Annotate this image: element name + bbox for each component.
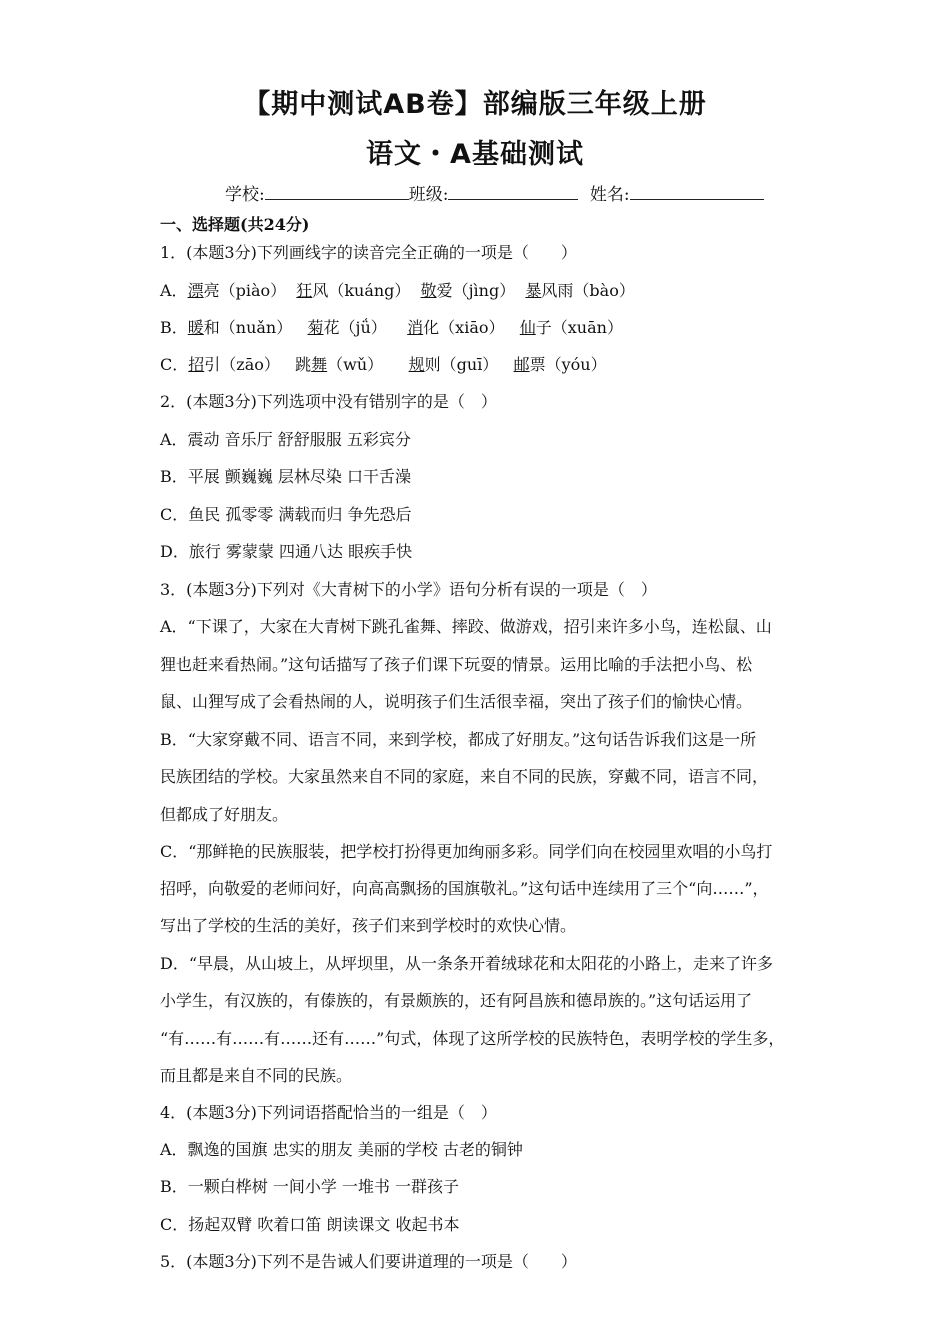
q1-option-c: C．招引（zāo） 跳舞（wǔ） 规则（guī） 邮票（yóu） — [160, 355, 607, 374]
q3-text-line: 狸也赶来看热闹。”这句话描写了孩子们课下玩耍的情景。运用比喻的手法把小鸟、松 — [160, 655, 753, 674]
q3-text-line: B．“大家穿戴不同、语言不同，来到学校，都成了好朋友。”这句话告诉我们这是一所 — [160, 730, 757, 749]
q3-text-line: 而且都是来自不同的民族。 — [160, 1066, 353, 1085]
q3-text-line: D．“早晨，从山坡上，从坪坝里，从一条条开着绒球花和太阳花的小路上，走来了许多 — [160, 954, 774, 973]
q3-text-line: 鼠、山狸写成了会看热闹的人，说明孩子们生活很幸福，突出了孩子们的愉快心情。 — [160, 692, 753, 711]
q2-option-b: B．平展 颤巍巍 层林尽染 口干舌澡 — [160, 467, 412, 486]
q3-text-line: 但都成了好朋友。 — [160, 805, 289, 824]
q2-option-d: D．旅行 雾蒙蒙 四通八达 眼疾手快 — [160, 542, 413, 561]
q3-text-line: A．“下课了，大家在大青树下跳孔雀舞、摔跤、做游戏，招引来许多小鸟，连松鼠、山 — [160, 617, 772, 636]
q3-text-line: 民族团结的学校。大家虽然来自不同的家庭，来自不同的民族，穿戴不同，语言不同， — [160, 767, 769, 786]
q3-text-line: C．“那鲜艳的民族服装，把学校打扮得更加绚丽多彩。同学们向在校园里欢唱的小鸟打 — [160, 842, 773, 861]
student-info-row — [225, 180, 764, 205]
q2-stem: 2．(本题3分)下列选项中没有错别字的是（ ） — [160, 392, 497, 411]
section-heading: 一、选择题(共24分) — [160, 215, 310, 234]
document-subtitle: 语文・A基础测试 — [366, 139, 584, 170]
q3-stem: 3．(本题3分)下列对《大青树下的小学》语句分析有误的一项是（ ） — [160, 580, 657, 599]
class-blank[interactable] — [448, 183, 578, 200]
q1-stem: 1．(本题3分)下列画线字的读音完全正确的一项是（ ） — [160, 243, 577, 262]
q3-text-line: “有……有……有……还有……”句式，体现了这所学校的民族特色，表明学校的学生多， — [160, 1029, 785, 1048]
q3-text-line: 小学生，有汉族的，有傣族的，有景颇族的，还有阿昌族和德昂族的。”这句话运用了 — [160, 991, 753, 1010]
school-label: 学校: — [225, 185, 265, 205]
q5-stem: 5．(本题3分)下列不是告诫人们要讲道理的一项是（ ） — [160, 1252, 577, 1271]
name-blank[interactable] — [630, 183, 764, 200]
name-label: 姓名: — [589, 185, 630, 205]
q3-text-line: 写出了学校的生活的美好，孩子们来到学校时的欢快心情。 — [160, 916, 577, 935]
q4-option-b: B．一颗白桦树 一间小学 一堆书 一群孩子 — [160, 1177, 460, 1196]
q4-stem: 4．(本题3分)下列词语搭配恰当的一组是（ ） — [160, 1103, 497, 1122]
q2-option-a: A．震动 音乐厅 舒舒服服 五彩宾分 — [160, 430, 411, 449]
document-title: 【期中测试AB卷】部编版三年级上册 — [243, 89, 707, 120]
school-blank[interactable] — [265, 183, 409, 200]
q1-option-a: A．漂亮（piào） 狂风（kuáng） 敬爱（jìng） 暴风雨（bào） — [160, 281, 635, 300]
q4-option-c: C．扬起双臂 吹着口笛 朗读课文 收起书本 — [160, 1215, 460, 1234]
q2-option-c: C．鱼民 孤零零 满载而归 争先恐后 — [160, 505, 412, 524]
q3-text-line: 招呼，向敬爱的老师问好，向高高飘扬的国旗敬礼。”这句话中连续用了三个“向……”， — [160, 879, 769, 898]
q1-option-b: B．暖和（nuǎn） 菊花（jǘ） 消化（xiāo） 仙子（xuān） — [160, 318, 623, 337]
q4-option-a: A．飘逸的国旗 忠实的朋友 美丽的学校 古老的铜钟 — [160, 1140, 523, 1159]
class-label: 班级: — [408, 185, 449, 205]
